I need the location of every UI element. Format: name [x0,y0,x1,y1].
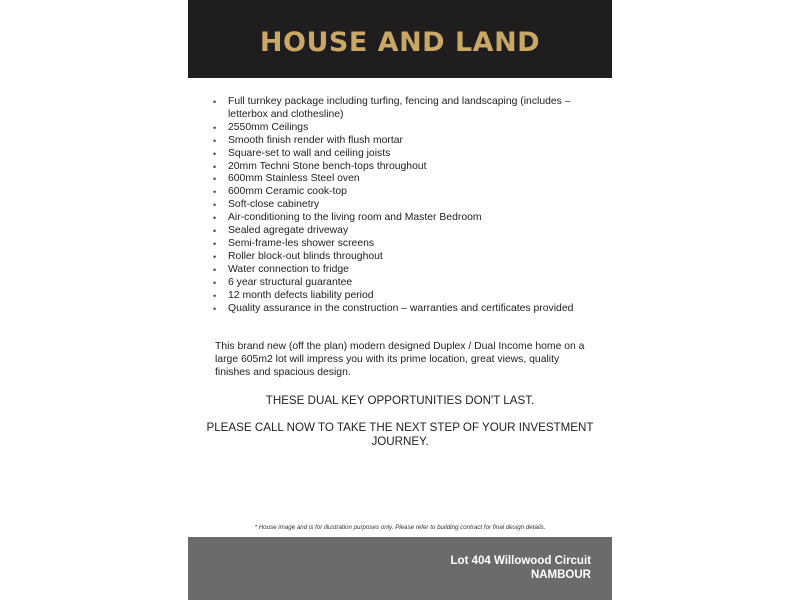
feature-item: • Soft-close cabinetry [213,199,593,212]
features-list [213,96,593,315]
feature-item: • 600mm Ceramic cook-top [213,186,593,199]
property-description: This brand new (off the plan) modern designed Duplex / Dual Income home on a large 605m2 lot will impress you with its prime location, great views, quality finishes and spacious design. [215,341,585,378]
feature-item: • Sealed agregate driveway [213,225,593,238]
property-address [451,554,591,582]
footer-bar [188,537,612,600]
feature-item: • 6 year structural guarantee [213,277,593,290]
feature-item: • Water connection to fridge [213,264,593,277]
feature-item: • Quality assurance in the construction – warranties and certificates provided [213,303,593,316]
page-title: HOUSE AND LAND [259,26,541,58]
feature-item: • Semi-frame-les shower screens [213,238,593,251]
feature-item: • Roller block-out blinds throughout [213,251,593,264]
address-street: Lot 404 Willowood Circuit [450,555,591,567]
feature-item: • Square-set to wall and ceiling joists [213,148,593,161]
feature-item: • Air-conditioning to the living room and Master Bedroom [213,212,593,225]
feature-item: • 20mm Techni Stone bench-tops throughout [213,161,593,174]
feature-item: • 12 month defects liability period [213,290,593,303]
cta-line-2-text: PLEASE CALL NOW TO TAKE THE NEXT STEP OF YOUR INVESTMENT JOURNEY. [206,421,594,448]
feature-item: • 2550mm Ceilings [213,122,593,135]
feature-item: • Full turnkey package including turfing, fencing and landscaping (includes – letterbox and clothesline) [213,96,593,122]
address-suburb: NAMBOUR [530,569,591,581]
disclaimer-note: * House image and is for illustration purposes only. Please refer to building contract for final design details. [254,524,546,531]
feature-item: • Smooth finish render with flush mortar [213,135,593,148]
header-banner [188,0,612,78]
feature-item: • 600mm Stainless Steel oven [213,173,593,186]
cta-line-2 [188,421,612,449]
cta-line-1: THESE DUAL KEY OPPORTUNITIES DON'T LAST. [265,394,535,407]
brochure-page [188,0,612,600]
